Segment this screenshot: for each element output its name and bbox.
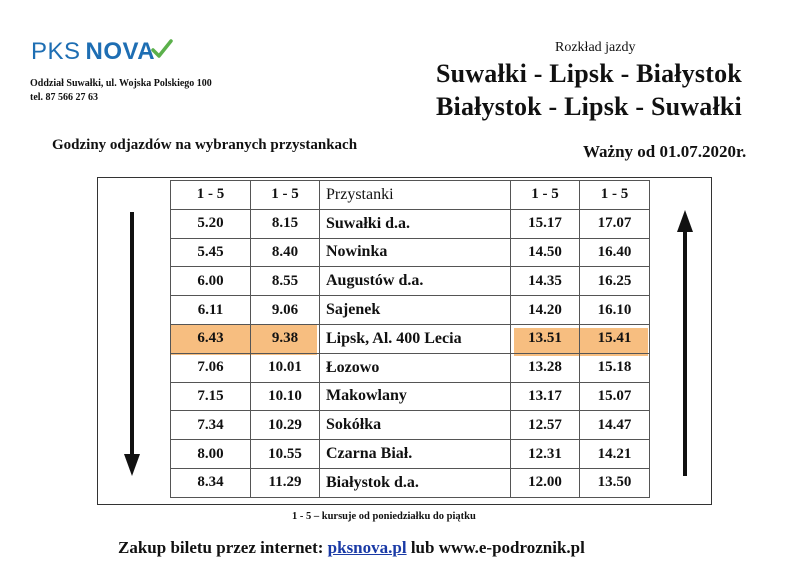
stop-name: Makowlany	[320, 382, 511, 411]
table-header-row	[171, 181, 650, 210]
depart-outbound-2: 8.55	[251, 267, 320, 296]
stop-name: Czarna Biał.	[320, 440, 511, 469]
depart-outbound-2: 9.38	[251, 324, 320, 353]
checkmark-icon	[151, 38, 173, 60]
depart-return-2: 14.47	[580, 411, 650, 440]
depart-return-2: 15.18	[580, 353, 650, 382]
timetable	[170, 180, 650, 498]
depart-outbound-1: 5.20	[171, 209, 251, 238]
pks-nova-logo	[31, 38, 173, 66]
depart-outbound-2: 11.29	[251, 468, 320, 497]
table-row	[171, 411, 650, 440]
stop-name: Lipsk, Al. 400 Lecia	[320, 324, 511, 353]
table-row	[171, 468, 650, 497]
down-arrow-icon	[123, 210, 141, 480]
e-podroznik-link[interactable]: www.e-podroznik.pl	[438, 538, 585, 557]
branch-phone: tel. 87 566 27 63	[30, 92, 99, 103]
table-row	[171, 209, 650, 238]
table-row	[171, 238, 650, 267]
depart-outbound-1: 7.34	[171, 411, 251, 440]
stop-name: Augustów d.a.	[320, 267, 511, 296]
header-col-5: 1 - 5	[580, 181, 650, 210]
logo-nova-text: NOVA	[85, 38, 156, 65]
depart-return-1: 14.20	[511, 296, 580, 325]
depart-return-2: 14.21	[580, 440, 650, 469]
footnote: 1 - 5 – kursuje od poniedziałku do piątku	[292, 511, 476, 522]
depart-return-1: 13.28	[511, 353, 580, 382]
up-arrow-icon	[676, 206, 694, 478]
stop-name: Białystok d.a.	[320, 468, 511, 497]
logo-pks-text: PKS	[31, 38, 81, 65]
depart-return-1: 12.57	[511, 411, 580, 440]
table-row	[171, 267, 650, 296]
depart-outbound-2: 10.29	[251, 411, 320, 440]
buy-mid: lub	[410, 538, 435, 557]
table-row	[171, 296, 650, 325]
depart-return-1: 13.51	[511, 324, 580, 353]
depart-outbound-2: 8.15	[251, 209, 320, 238]
depart-outbound-1: 7.06	[171, 353, 251, 382]
depart-return-2: 16.10	[580, 296, 650, 325]
depart-outbound-2: 10.01	[251, 353, 320, 382]
depart-outbound-2: 10.10	[251, 382, 320, 411]
valid-from-date: Ważny od 01.07.2020r.	[583, 142, 747, 161]
buy-prefix: Zakup biletu przez internet:	[118, 538, 324, 557]
depart-outbound-1: 6.00	[171, 267, 251, 296]
branch-address: Oddział Suwałki, ul. Wojska Polskiego 100	[30, 78, 212, 89]
depart-return-2: 16.25	[580, 267, 650, 296]
depart-outbound-2: 10.55	[251, 440, 320, 469]
depart-return-2: 13.50	[580, 468, 650, 497]
table-row	[171, 353, 650, 382]
stop-name: Sokółka	[320, 411, 511, 440]
stop-name: Suwałki d.a.	[320, 209, 511, 238]
depart-outbound-1: 8.34	[171, 468, 251, 497]
depart-outbound-1: 7.15	[171, 382, 251, 411]
route-title-1: Suwałki - Lipsk - Białystok	[436, 59, 742, 88]
header-stops: Przystanki	[320, 181, 511, 210]
depart-outbound-1: 8.00	[171, 440, 251, 469]
stop-name: Nowinka	[320, 238, 511, 267]
depart-return-2: 17.07	[580, 209, 650, 238]
pksnova-link[interactable]: pksnova.pl	[327, 538, 407, 557]
header-col-1: 1 - 5	[171, 181, 251, 210]
table-row	[171, 440, 650, 469]
depart-return-2: 15.41	[580, 324, 650, 353]
depart-outbound-1: 6.11	[171, 296, 251, 325]
depart-outbound-1: 6.43	[171, 324, 251, 353]
depart-return-2: 16.40	[580, 238, 650, 267]
table-row	[171, 324, 650, 353]
depart-outbound-1: 5.45	[171, 238, 251, 267]
depart-return-1: 15.17	[511, 209, 580, 238]
table-row	[171, 382, 650, 411]
page-subtitle: Godziny odjazdów na wybranych przystankach	[52, 137, 358, 153]
depart-return-1: 14.50	[511, 238, 580, 267]
depart-return-2: 15.07	[580, 382, 650, 411]
stop-name: Sajenek	[320, 296, 511, 325]
header-col-4: 1 - 5	[511, 181, 580, 210]
depart-outbound-2: 8.40	[251, 238, 320, 267]
depart-return-1: 12.31	[511, 440, 580, 469]
depart-return-1: 14.35	[511, 267, 580, 296]
depart-outbound-2: 9.06	[251, 296, 320, 325]
route-title-2: Białystok - Lipsk - Suwałki	[436, 92, 742, 121]
depart-return-1: 13.17	[511, 382, 580, 411]
buy-ticket-line	[118, 538, 585, 558]
depart-return-1: 12.00	[511, 468, 580, 497]
header-col-2: 1 - 5	[251, 181, 320, 210]
schedule-label: Rozkład jazdy	[555, 40, 636, 55]
stop-name: Łozowo	[320, 353, 511, 382]
